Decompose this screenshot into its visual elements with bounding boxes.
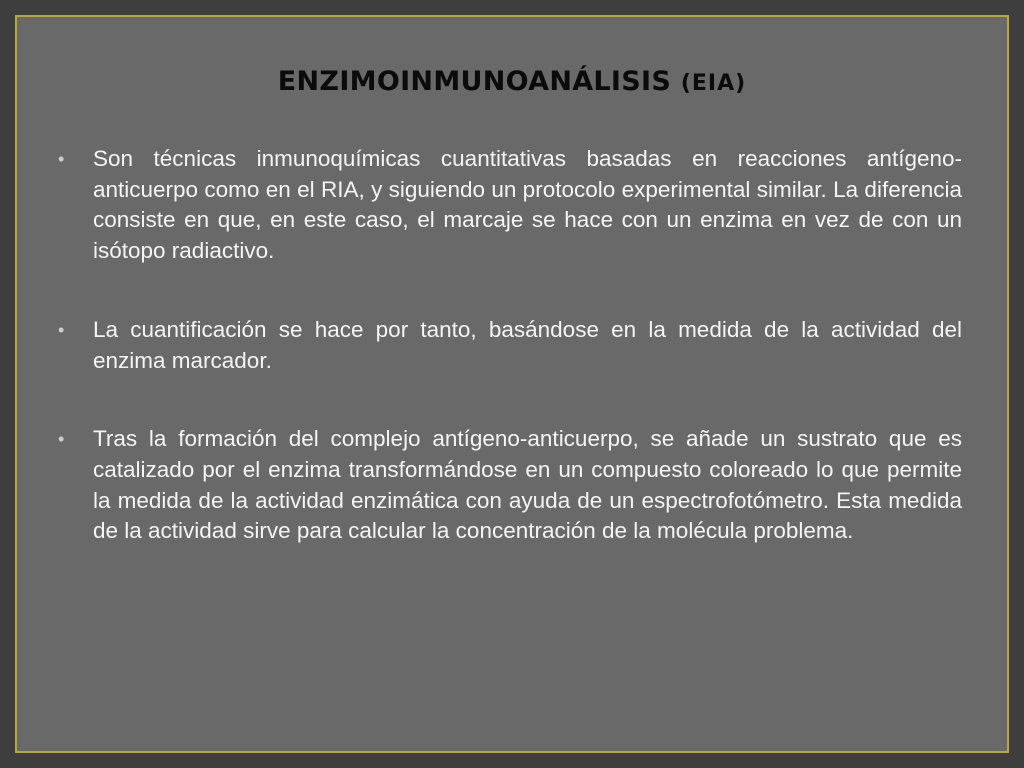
title-abbreviation: (EIA) [680, 71, 747, 96]
bullet-dot-icon: • [58, 429, 65, 450]
title-main: ENZIMOINMUNOANÁLISIS [277, 66, 672, 97]
bullet-text: La cuantificación se hace por tanto, basándose en la medida de la actividad del enzima marcador. [93, 316, 962, 373]
bullet-text: Tras la formación del complejo antígeno-anticuerpo, se añade un sustrato que es catalizado por el enzima transformándose en un compuesto coloreado lo que permite la medida de la actividad enzimática con ayuda de un espectrofotómetro. Esta medida de la actividad sirve para calcular la concentración de la molécula problema. [93, 426, 962, 544]
bullet-item [58, 144, 962, 267]
bullet-dot-icon: • [58, 319, 65, 340]
slide-title [0, 66, 1024, 97]
bullet-item [58, 315, 962, 376]
bullet-dot-icon: • [58, 149, 65, 169]
bullet-item [58, 424, 962, 547]
bullet-text: Son técnicas inmunoquímicas cuantitativas basadas en reacciones antígeno-anticuerpo como en el RIA, y siguiendo un protocolo experimental similar. La diferencia consiste en que, en este caso, el marcaje se hace con un enzima en vez de con un isótopo radiactivo. [93, 146, 962, 264]
bullet-list [58, 144, 962, 595]
